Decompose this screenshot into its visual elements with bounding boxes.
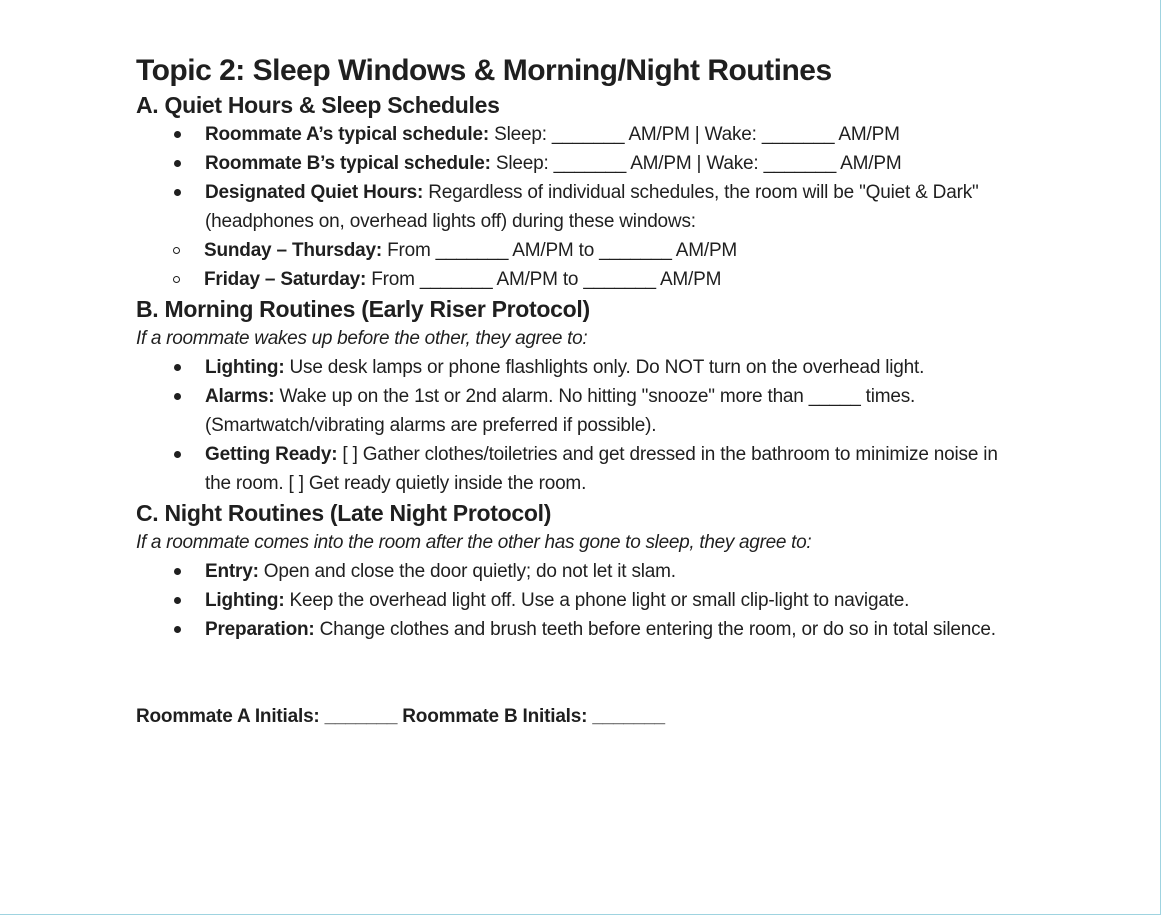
document-content xyxy=(136,52,1016,731)
page-title: Topic 2: Sleep Windows & Morning/Night Routines xyxy=(136,54,832,87)
sub-list-item xyxy=(136,265,1016,294)
list-item xyxy=(136,615,1016,644)
item-text: Wake up on the 1st or 2nd alarm. No hitting "snooze" more than _____ times. (Smartwatch/vibrating alarms are preferred if possible). xyxy=(205,386,916,436)
list-item xyxy=(136,353,1016,382)
item-text: Regardless of individual schedules, the room will be "Quiet & Dark" (headphones on, overhead lights off) during these windows: xyxy=(205,182,979,232)
item-text: Change clothes and brush teeth before entering the room, or do so in total silence. xyxy=(314,619,996,640)
list-item xyxy=(136,440,1016,498)
item-label: Lighting: xyxy=(205,357,285,378)
section-c-list xyxy=(136,557,1016,644)
list-item xyxy=(136,120,1016,149)
section-b-intro: If a roommate wakes up before the other, they agree to: xyxy=(136,328,588,349)
initials-signoff: Roommate A Initials: _______ Roommate B Initials: _______ xyxy=(136,706,665,727)
item-label: Alarms: xyxy=(205,386,275,407)
list-item xyxy=(136,586,1016,615)
item-label: Roommate B’s typical schedule: xyxy=(205,153,491,174)
item-label: Getting Ready: xyxy=(205,444,338,465)
list-item xyxy=(136,178,1016,294)
list-item xyxy=(136,382,1016,440)
section-a-list xyxy=(136,120,1016,294)
item-text: Use desk lamps or phone flashlights only. Do NOT turn on the overhead light. xyxy=(284,357,925,378)
section-c-intro: If a roommate comes into the room after the other has gone to sleep, they agree to: xyxy=(136,532,812,553)
item-text: Sleep: _______ AM/PM | Wake: _______ AM/PM xyxy=(490,153,902,174)
item-label: Sunday – Thursday: xyxy=(204,240,382,261)
item-label: Designated Quiet Hours: xyxy=(205,182,424,203)
item-label: Roommate A’s typical schedule: xyxy=(205,124,490,145)
item-label: Entry: xyxy=(205,561,259,582)
item-text: Open and close the door quietly; do not let it slam. xyxy=(258,561,676,582)
section-b-list xyxy=(136,353,1016,498)
item-text: [ ] Gather clothes/toiletries and get dressed in the bathroom to minimize noise in the room. [ ] Get ready quietly inside the room. xyxy=(205,444,998,494)
section-a-heading: A. Quiet Hours & Sleep Schedules xyxy=(136,92,500,118)
section-c-heading: C. Night Routines (Late Night Protocol) xyxy=(136,500,552,526)
item-text: From _______ AM/PM to _______ AM/PM xyxy=(382,240,738,261)
item-label: Lighting: xyxy=(205,590,285,611)
item-text: Sleep: _______ AM/PM | Wake: _______ AM/PM xyxy=(489,124,900,145)
list-item xyxy=(136,149,1016,178)
item-text: From _______ AM/PM to _______ AM/PM xyxy=(366,269,722,290)
section-b-heading: B. Morning Routines (Early Riser Protocol) xyxy=(136,296,590,322)
item-label: Friday – Saturday: xyxy=(204,269,367,290)
item-text: Keep the overhead light off. Use a phone light or small clip-light to navigate. xyxy=(284,590,910,611)
sub-list-item xyxy=(136,236,1016,265)
list-item xyxy=(136,557,1016,586)
item-label: Preparation: xyxy=(205,619,315,640)
quiet-hours-sublist xyxy=(136,236,1016,294)
